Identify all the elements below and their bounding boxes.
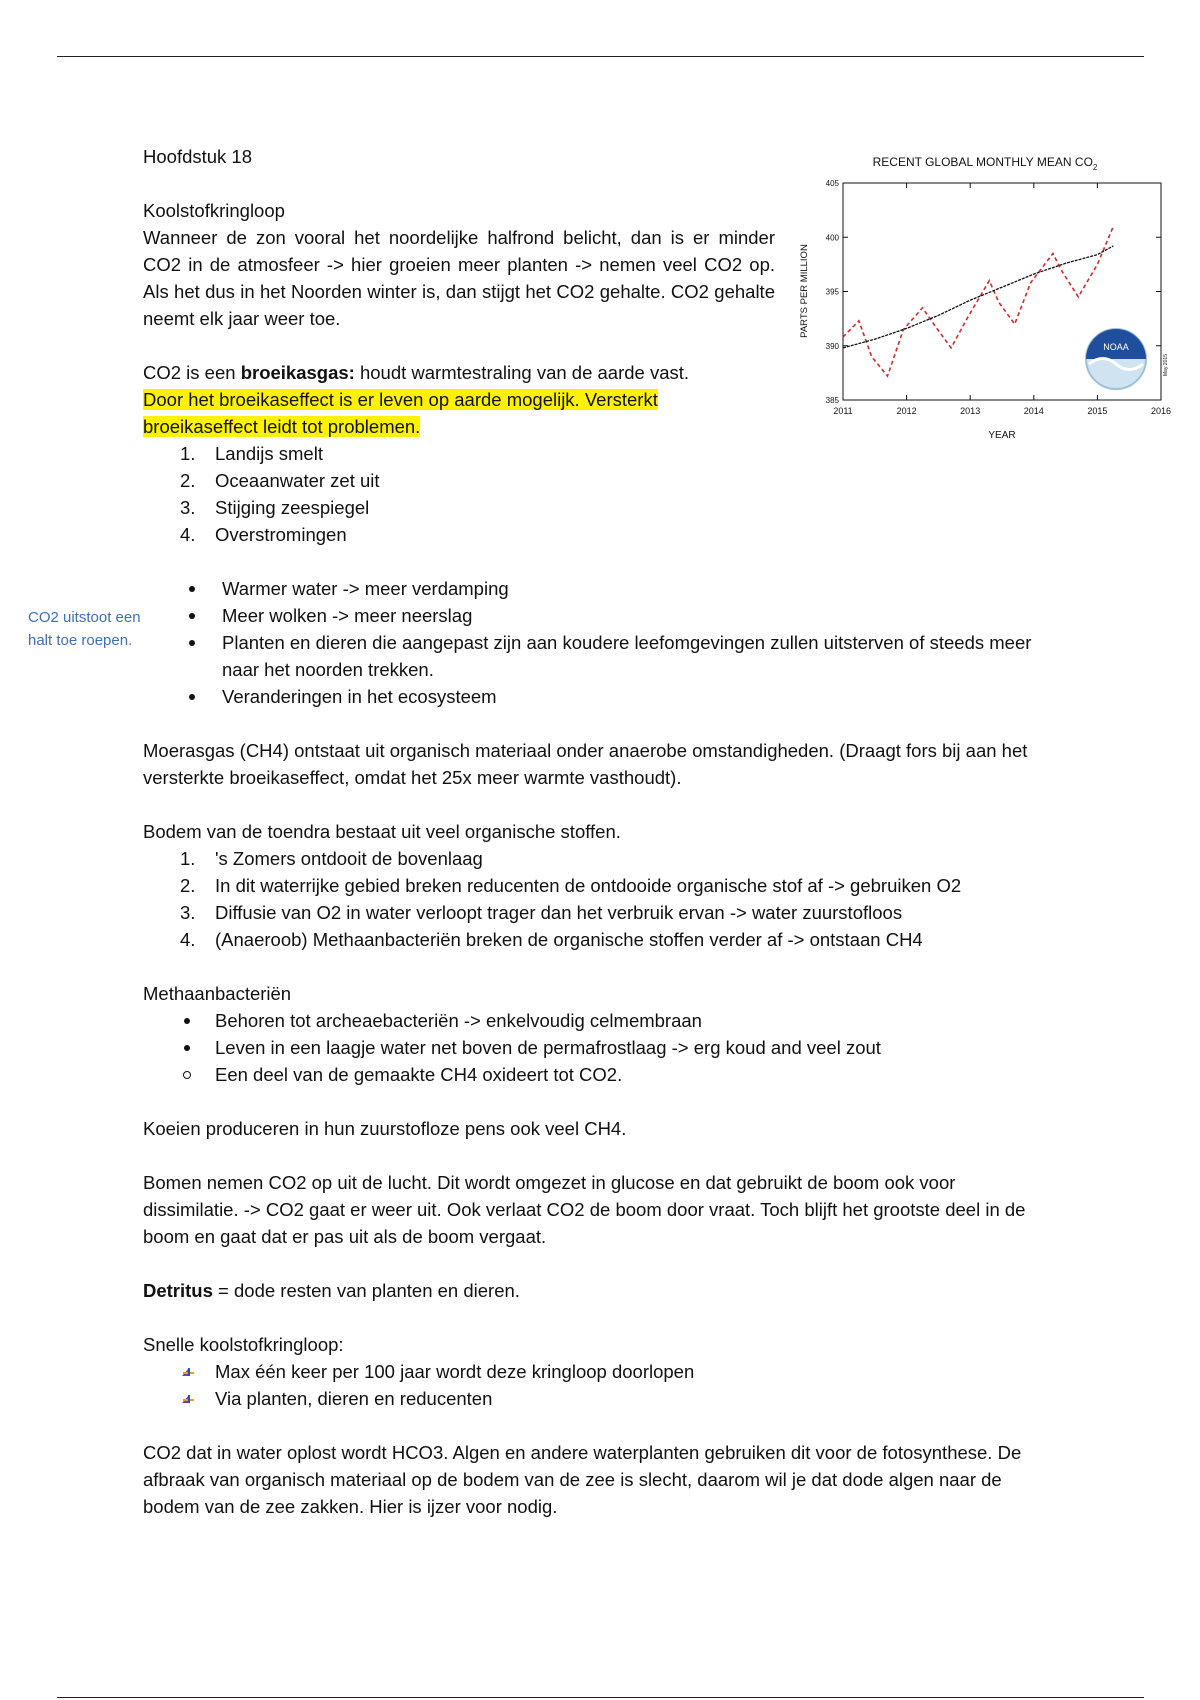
- list-item: 3. Stijging zeespiegel: [143, 494, 1043, 521]
- trees-paragraph: Bomen nemen CO2 op uit de lucht. Dit wordt omgezet in glucose en dat gebruikt de boom ook voor dissimilatie. -> CO2 gaat er weer uit. Ook verlaat CO2 de boom door vraat. Toch blijft het grootste deel in de boom en gaat dat er pas uit als de boom vergaat.: [143, 1172, 1026, 1247]
- x-tick-label: 2013: [960, 406, 981, 416]
- noaa-logo-label: NOAA: [1103, 342, 1129, 352]
- x-tick-label: 2015: [1087, 406, 1108, 416]
- effects-list: [143, 575, 1043, 710]
- highlight-line-2: broeikaseffect leidt tot problemen.: [143, 416, 421, 437]
- y-tick-label: 400: [825, 233, 839, 243]
- list-item: Warmer water -> meer verdamping: [222, 578, 509, 599]
- chart-title: RECENT GLOBAL MONTHLY MEAN $CO_2$: [872, 155, 1098, 172]
- tundra-intro: Bodem van de toendra bestaat uit veel organische stoffen.: [143, 821, 621, 842]
- co2-chart-svg: [785, 150, 1175, 450]
- list-item: Max één keer per 100 jaar wordt deze kringloop doorlopen: [143, 1358, 1043, 1385]
- methanobacteria-list: [143, 1007, 1043, 1088]
- tundra-list: [143, 845, 1043, 953]
- detritus-definition: Detritus = dode resten van planten en dieren.: [143, 1280, 520, 1301]
- x-tick-label: 2012: [896, 406, 917, 416]
- x-tick-label: 2014: [1023, 406, 1044, 416]
- chart-credit: May 2015: [1163, 354, 1169, 376]
- y-tick-label: 395: [825, 287, 839, 297]
- list-number: 4.: [180, 524, 196, 545]
- list-item: Een deel van de gemaakte CH4 oxideert tot CO2.: [215, 1064, 623, 1085]
- detritus-term: Detritus: [143, 1280, 213, 1301]
- list-item: Meer wolken -> meer neerslag: [222, 605, 473, 626]
- list-item: Planten en dieren die aangepast zijn aan koudere leefomgevingen zullen uitsterven of steeds meer naar het noorden trekken.: [222, 632, 1032, 680]
- water-paragraph: CO2 dat in water oplost wordt HCO3. Algen en andere waterplanten gebruiken dit voor de fotosynthese. De afbraak van organisch materiaal op de bodem van de zee is slecht, daarom wil je dat dode algen naar de bodem van de zee zakken. Hier is ijzer voor nodig.: [143, 1442, 1022, 1517]
- methane-paragraph: Moerasgas (CH4) ontstaat uit organisch materiaal onder anaerobe omstandigheden. (Draagt fors bij aan het versterkte broeikaseffect, omdat het 25x meer warmte vasthoudt).: [143, 740, 1028, 788]
- chapter-heading: Hoofdstuk 18: [143, 146, 253, 167]
- problems-list: [143, 440, 1043, 548]
- list-number: 4.: [180, 929, 196, 950]
- list-item: Behoren tot archeaebacteriën -> enkelvoudig celmembraan: [215, 1010, 702, 1031]
- list-number: 1.: [180, 443, 196, 464]
- list-item: Via planten, dieren en reducenten: [143, 1385, 1043, 1412]
- greenhouse-prefix: CO2 is een: [143, 362, 241, 383]
- x-axis-label: YEAR: [988, 430, 1016, 441]
- list-item: 3. Diffusie van O2 in water verloopt trager dan het verbruik ervan -> water zuurstofloos: [143, 899, 1043, 926]
- list-item: Veranderingen in het ecosysteem: [222, 686, 497, 707]
- list-item: 2. Oceaanwater zet uit: [143, 467, 1043, 494]
- section-title: Koolstofkringloop: [143, 200, 285, 221]
- footer-rule: [57, 1697, 1144, 1698]
- cows-paragraph: Koeien produceren in hun zuurstofloze pens ook veel CH4.: [143, 1118, 627, 1139]
- list-number: 1.: [180, 848, 196, 869]
- y-tick-label: 385: [825, 396, 839, 405]
- highlight-line-1: Door het broeikaseffect is er leven op aarde mogelijk. Versterkt: [143, 389, 658, 410]
- greenhouse-definition-text: houdt warmtestraling van de aarde vast.: [354, 362, 690, 383]
- y-axis-label: PARTS PER MILLION: [799, 244, 810, 338]
- header-rule: [57, 56, 1144, 57]
- list-number: 3.: [180, 902, 196, 923]
- x-tick-label: 2016: [1150, 406, 1172, 416]
- list-item: Leven in een laagje water net boven de permafrostlaag -> erg koud and veel zout: [215, 1037, 881, 1058]
- list-number: 2.: [180, 470, 196, 491]
- co2-chart: [785, 150, 1175, 450]
- y-tick-label: 390: [825, 341, 839, 351]
- noaa-logo: [1086, 329, 1146, 389]
- methanobacteria-title: Methaanbacteriën: [143, 983, 292, 1004]
- x-tick-label: 2011: [833, 406, 853, 416]
- fast-cycle-list: [143, 1358, 1043, 1412]
- margin-comment: CO2 uitstoot een halt toe roepen.: [28, 609, 141, 649]
- intro-paragraph: Wanneer de zon vooral het noordelijke halfrond belicht, dan is er minder CO2 in de atmosfeer -> hier groeien meer planten -> nemen veel CO2 op. Als het dus in het Noorden winter is, dan stijgt het CO2 gehalte. CO2 gehalte neemt elk jaar weer toe.: [143, 227, 775, 329]
- trend-series: [843, 246, 1113, 348]
- list-item: 4. Overstromingen: [143, 521, 1043, 548]
- greenhouse-term: broeikasgas:: [240, 362, 355, 383]
- list-number: 2.: [180, 875, 196, 896]
- list-item: 1. Landijs smelt: [143, 440, 1043, 467]
- monthly-mean-series: [843, 226, 1113, 376]
- list-item: 2. In dit waterrijke gebied breken reducenten de ontdooide organische stof af -> gebruiken O2: [143, 872, 1043, 899]
- fast-cycle-title: Snelle koolstofkringloop:: [143, 1334, 344, 1355]
- list-item: 1. 's Zomers ontdooit de bovenlaag: [143, 845, 1043, 872]
- list-number: 3.: [180, 497, 196, 518]
- y-tick-label: 405: [825, 179, 839, 188]
- list-item: 4. (Anaeroob) Methaanbacteriën breken de organische stoffen verder af -> ontstaan CH4: [143, 926, 1043, 953]
